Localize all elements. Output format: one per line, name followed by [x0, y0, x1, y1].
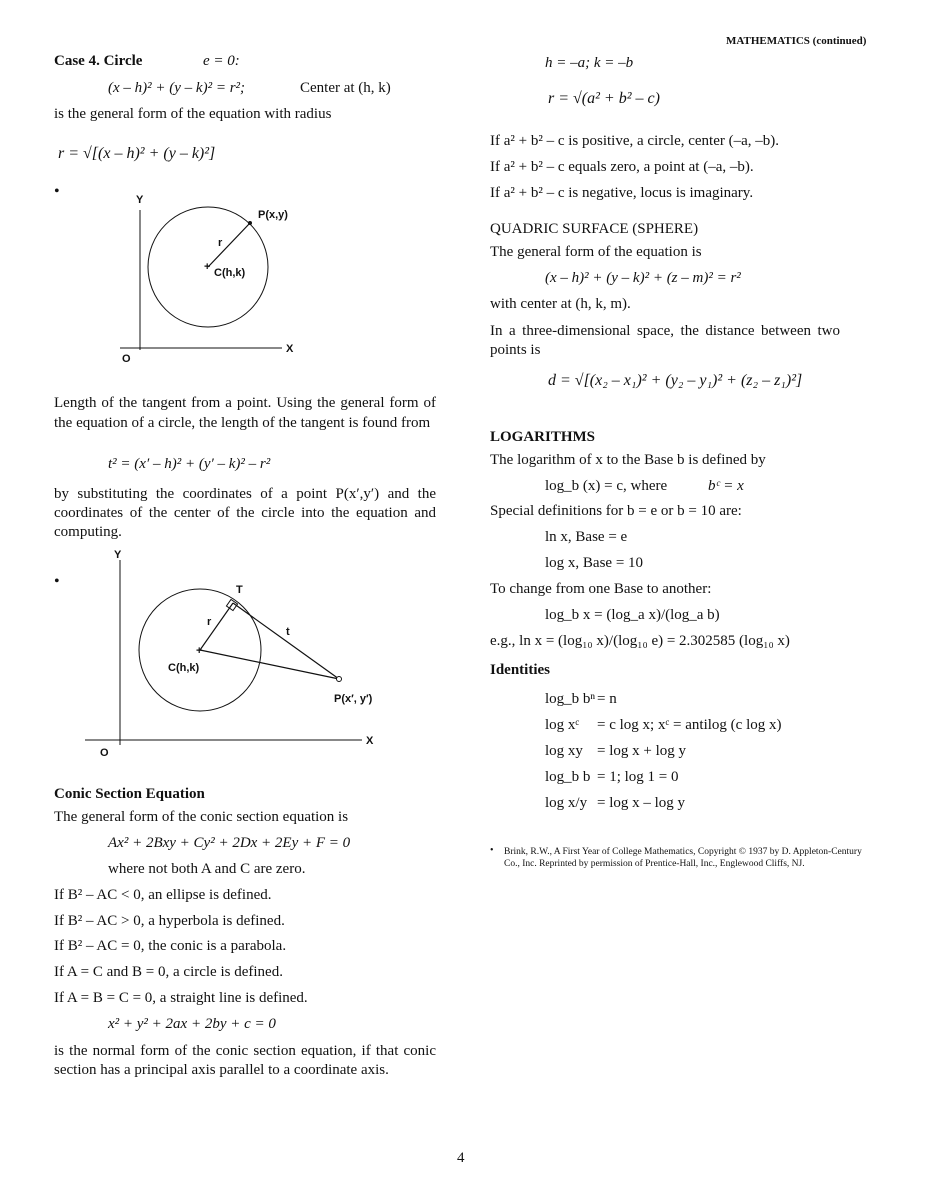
identities-title: Identities [490, 662, 550, 678]
log-equation-power: bᶜ = x [708, 478, 744, 494]
hk-equation: h = –a; k = –b [545, 55, 634, 71]
fig1-radius-line [208, 223, 250, 267]
identity-lhs: log xy [545, 743, 583, 759]
sphere-intro: The general form of the equation is [490, 244, 702, 260]
conic-title: Conic Section Equation [54, 786, 205, 802]
footnote: Brink, R.W., A First Year of College Mathematics, Copyright © 1937 by D. Appleton-Century Co., Inc. Reprinted by permission of Prentice-Hall, Inc., Englewood Cliffs, NJ. [504, 847, 862, 869]
fig2-tangent-label: t [286, 626, 290, 638]
identity-lhs: log_b b [545, 769, 591, 785]
identity-rhs: = log x + log y [597, 743, 687, 759]
log-definition: The logarithm of x to the Base b is defined by [490, 452, 766, 468]
r-equation: r = √(a² + b² – c) [548, 90, 660, 107]
fig2-p-label: P(x′, y′) [334, 693, 373, 705]
case4-e: e = 0: [203, 53, 240, 69]
identity-rhs: = n [597, 691, 617, 707]
log-equation: log_b (x) = c, where [545, 478, 668, 494]
sphere-title: QUADRIC SURFACE (SPHERE) [490, 221, 699, 237]
general-form-text: is the general form of the equation with radius [54, 106, 332, 122]
normal-paragraph: is the normal form of the conic section equation, if that conic section has a principal axis parallel to a coordinate axis. [54, 1043, 436, 1078]
tangent-paragraph: Length of the tangent from a point. Using the general form of the equation of a circle, the length of the tangent is found from [54, 395, 436, 431]
fig2-r-label: r [207, 616, 212, 628]
circle-figure [100, 190, 310, 370]
identity-lhs: log x/y [545, 795, 588, 811]
fig2-center-mark: + [196, 645, 203, 657]
running-title: MATHEMATICS (continued) [726, 35, 867, 47]
substitute-paragraph: by substituting the coordinates of a point P(x′,y′) and the coordinates of the center of the circle into the equation and computing. [54, 486, 436, 540]
fig2-point-p [337, 677, 342, 682]
case4-equation: (x – h)² + (y – k)² = r²; [108, 80, 246, 96]
identity-rhs: = 1; log 1 = 0 [597, 769, 679, 785]
special-definitions: Special definitions for b = e or b = 10 are: [490, 503, 742, 519]
distance-paragraph: In a three-dimensional space, the distance between two points is [490, 323, 840, 358]
identity-rhs: = log x – log y [597, 795, 686, 811]
fig2-t-label: T [236, 584, 243, 596]
identity-lhs: log_b bⁿ [545, 691, 596, 707]
fig1-y-label: Y [136, 194, 144, 206]
case4-center: Center at (h, k) [300, 80, 391, 96]
fig2-c-label: C(h,k) [168, 662, 200, 674]
if-negative: If a² + b² – c is negative, locus is imaginary. [490, 185, 754, 201]
condition-ellipse: If B² – AC < 0, an ellipse is defined. [54, 887, 272, 903]
tangent-equation: t² = (x′ – h)² + (y′ – k)² – r² [108, 456, 271, 472]
fig1-x-label: X [286, 343, 294, 355]
condition-line: If A = B = C = 0, a straight line is defined. [54, 990, 308, 1006]
if-zero: If a² + b² – c equals zero, a point at (–a, –b). [490, 159, 754, 175]
fig1-c-label: C(h,k) [214, 267, 246, 279]
fig2-y-label: Y [114, 549, 122, 561]
conic-where: where not both A and C are zero. [108, 861, 306, 877]
fig1-p-label: P(x,y) [258, 209, 288, 221]
fig1-r-label: r [218, 237, 223, 249]
logarithms-title: LOGARITHMS [490, 429, 596, 445]
radius-equation: r = √[(x – h)² + (y – k)²] [58, 145, 216, 162]
page-number: 4 [457, 1150, 465, 1166]
fig2-radius-line [200, 603, 233, 650]
fig1-point-p [248, 221, 252, 225]
if-positive: If a² + b² – c is positive, a circle, center (–a, –b). [490, 133, 780, 149]
condition-circle: If A = C and B = 0, a circle is defined. [54, 964, 283, 980]
sphere-center: with center at (h, k, m). [490, 296, 631, 312]
change-base-equation: log_b x = (log_a x)/(log_a b) [545, 607, 720, 623]
fig1-center-mark: + [204, 261, 211, 273]
conic-equation: Ax² + 2Bxy + Cy² + 2Dx + 2Ey + F = 0 [108, 835, 351, 851]
fig2-x-label: X [366, 735, 374, 747]
fig2-bullet: • [54, 573, 60, 590]
change-base-text: To change from one Base to another: [490, 581, 712, 597]
footnote-bullet: • [490, 845, 494, 856]
case4-title: Case 4. Circle [54, 53, 143, 69]
fig1-bullet: • [54, 183, 60, 200]
identity-lhs: log xᶜ [545, 717, 580, 733]
distance-equation: d = √[(x₂ – x₁)² + (y₂ – y₁)² + (z₂ – z₁)²] [548, 372, 803, 389]
ln-definition: ln x, Base = e [545, 529, 628, 545]
example-equation: e.g., ln x = (log₁₀ x)/(log₁₀ e) = 2.302585 (log₁₀ x) [490, 633, 790, 649]
condition-parabola: If B² – AC = 0, the conic is a parabola. [54, 938, 287, 954]
fig1-o-label: O [122, 353, 131, 365]
tangent-figure [80, 545, 390, 760]
sphere-equation: (x – h)² + (y – k)² + (z – m)² = r² [545, 270, 741, 286]
log10-definition: log x, Base = 10 [545, 555, 644, 571]
identity-rhs: = c log x; xᶜ = antilog (c log x) [597, 717, 782, 733]
fig2-o-label: O [100, 747, 109, 759]
condition-hyperbola: If B² – AC > 0, a hyperbola is defined. [54, 913, 285, 929]
normal-equation: x² + y² + 2ax + 2by + c = 0 [108, 1016, 276, 1032]
conic-intro: The general form of the conic section equation is [54, 809, 349, 825]
